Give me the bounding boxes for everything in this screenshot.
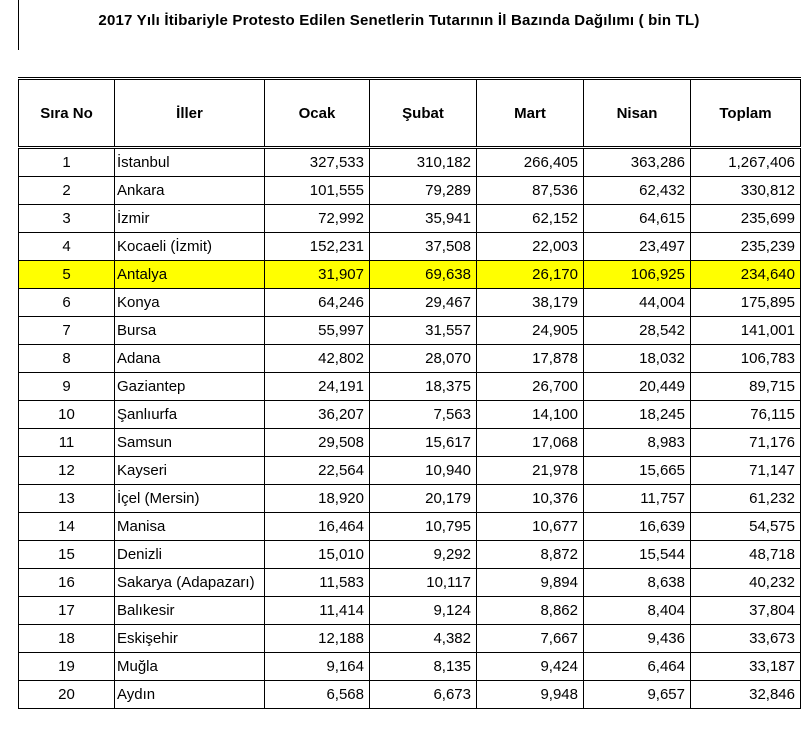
cell-toplam: 61,232	[691, 485, 801, 513]
table-row	[19, 485, 801, 513]
cell-subat: 69,638	[370, 261, 477, 289]
cell-il: Denizli	[115, 541, 265, 569]
cell-nisan: 20,449	[584, 373, 691, 401]
cell-ocak: 12,188	[265, 625, 370, 653]
cell-sira-no: 1	[19, 148, 115, 177]
table-row	[19, 289, 801, 317]
cell-mart: 24,905	[477, 317, 584, 345]
cell-subat: 20,179	[370, 485, 477, 513]
cell-sira-no: 2	[19, 177, 115, 205]
cell-toplam: 330,812	[691, 177, 801, 205]
table-row	[19, 429, 801, 457]
cell-subat: 35,941	[370, 205, 477, 233]
cell-toplam: 32,846	[691, 681, 801, 709]
cell-il: Muğla	[115, 653, 265, 681]
cell-toplam: 71,147	[691, 457, 801, 485]
cell-subat: 15,617	[370, 429, 477, 457]
cell-subat: 4,382	[370, 625, 477, 653]
cell-subat: 6,673	[370, 681, 477, 709]
table-row	[19, 317, 801, 345]
cell-sira-no: 9	[19, 373, 115, 401]
cell-sira-no: 7	[19, 317, 115, 345]
cell-nisan: 15,665	[584, 457, 691, 485]
table-body	[19, 148, 801, 709]
cell-mart: 10,677	[477, 513, 584, 541]
cell-toplam: 40,232	[691, 569, 801, 597]
cell-subat: 8,135	[370, 653, 477, 681]
header-row	[19, 79, 801, 148]
cell-il: Ankara	[115, 177, 265, 205]
cell-subat: 9,124	[370, 597, 477, 625]
cell-mart: 17,878	[477, 345, 584, 373]
cell-il: Sakarya (Adapazarı)	[115, 569, 265, 597]
cell-nisan: 16,639	[584, 513, 691, 541]
cell-sira-no: 6	[19, 289, 115, 317]
cell-il: Adana	[115, 345, 265, 373]
cell-mart: 9,424	[477, 653, 584, 681]
table-row	[19, 541, 801, 569]
cell-toplam: 71,176	[691, 429, 801, 457]
cell-subat: 18,375	[370, 373, 477, 401]
cell-nisan: 106,925	[584, 261, 691, 289]
cell-sira-no: 12	[19, 457, 115, 485]
table-row	[19, 569, 801, 597]
cell-subat: 10,940	[370, 457, 477, 485]
cell-subat: 29,467	[370, 289, 477, 317]
cell-toplam: 37,804	[691, 597, 801, 625]
cell-il: Manisa	[115, 513, 265, 541]
cell-toplam: 106,783	[691, 345, 801, 373]
cell-nisan: 11,757	[584, 485, 691, 513]
cell-ocak: 11,414	[265, 597, 370, 625]
cell-ocak: 9,164	[265, 653, 370, 681]
header-ocak: Ocak	[265, 79, 370, 148]
cell-nisan: 363,286	[584, 148, 691, 177]
cell-ocak: 36,207	[265, 401, 370, 429]
cell-subat: 9,292	[370, 541, 477, 569]
cell-mart: 266,405	[477, 148, 584, 177]
page-title: 2017 Yılı İtibariyle Protesto Edilen Senetlerin Tutarının İl Bazında Dağılımı ( bin TL)	[98, 12, 700, 29]
cell-sira-no: 20	[19, 681, 115, 709]
header-sira-no: Sıra No	[19, 79, 115, 148]
cell-il: Şanlıurfa	[115, 401, 265, 429]
header-nisan: Nisan	[584, 79, 691, 148]
cell-sira-no: 18	[19, 625, 115, 653]
header-subat: Şubat	[370, 79, 477, 148]
cell-nisan: 9,657	[584, 681, 691, 709]
cell-nisan: 8,983	[584, 429, 691, 457]
title-frame	[18, 0, 808, 50]
table-row	[19, 205, 801, 233]
cell-toplam: 175,895	[691, 289, 801, 317]
cell-toplam: 234,640	[691, 261, 801, 289]
cell-mart: 7,667	[477, 625, 584, 653]
cell-toplam: 33,187	[691, 653, 801, 681]
cell-il: İçel (Mersin)	[115, 485, 265, 513]
cell-sira-no: 8	[19, 345, 115, 373]
cell-nisan: 18,245	[584, 401, 691, 429]
cell-toplam: 235,699	[691, 205, 801, 233]
cell-sira-no: 4	[19, 233, 115, 261]
cell-il: Konya	[115, 289, 265, 317]
cell-mart: 14,100	[477, 401, 584, 429]
cell-sira-no: 10	[19, 401, 115, 429]
cell-ocak: 31,907	[265, 261, 370, 289]
cell-toplam: 54,575	[691, 513, 801, 541]
cell-mart: 17,068	[477, 429, 584, 457]
cell-nisan: 18,032	[584, 345, 691, 373]
cell-sira-no: 17	[19, 597, 115, 625]
cell-il: İzmir	[115, 205, 265, 233]
cell-ocak: 6,568	[265, 681, 370, 709]
cell-sira-no: 3	[19, 205, 115, 233]
cell-mart: 87,536	[477, 177, 584, 205]
cell-il: Balıkesir	[115, 597, 265, 625]
header-mart: Mart	[477, 79, 584, 148]
cell-sira-no: 11	[19, 429, 115, 457]
cell-sira-no: 14	[19, 513, 115, 541]
cell-il: Eskişehir	[115, 625, 265, 653]
cell-mart: 38,179	[477, 289, 584, 317]
cell-nisan: 6,464	[584, 653, 691, 681]
cell-il: Gaziantep	[115, 373, 265, 401]
table-row	[19, 653, 801, 681]
table-row	[19, 597, 801, 625]
table-row	[19, 148, 801, 177]
cell-ocak: 29,508	[265, 429, 370, 457]
cell-ocak: 152,231	[265, 233, 370, 261]
cell-il: İstanbul	[115, 148, 265, 177]
cell-sira-no: 15	[19, 541, 115, 569]
cell-mart: 26,170	[477, 261, 584, 289]
cell-toplam: 235,239	[691, 233, 801, 261]
cell-nisan: 64,615	[584, 205, 691, 233]
header-toplam: Toplam	[691, 79, 801, 148]
cell-mart: 9,948	[477, 681, 584, 709]
cell-il: Aydın	[115, 681, 265, 709]
cell-ocak: 15,010	[265, 541, 370, 569]
cell-ocak: 327,533	[265, 148, 370, 177]
table-row	[19, 681, 801, 709]
cell-ocak: 101,555	[265, 177, 370, 205]
cell-mart: 21,978	[477, 457, 584, 485]
cell-nisan: 44,004	[584, 289, 691, 317]
cell-nisan: 28,542	[584, 317, 691, 345]
cell-nisan: 62,432	[584, 177, 691, 205]
cell-mart: 10,376	[477, 485, 584, 513]
cell-mart: 22,003	[477, 233, 584, 261]
cell-toplam: 33,673	[691, 625, 801, 653]
table-row	[19, 177, 801, 205]
cell-subat: 31,557	[370, 317, 477, 345]
cell-subat: 10,117	[370, 569, 477, 597]
cell-sira-no: 13	[19, 485, 115, 513]
data-table	[18, 77, 801, 709]
cell-subat: 7,563	[370, 401, 477, 429]
cell-subat: 28,070	[370, 345, 477, 373]
cell-sira-no: 5	[19, 261, 115, 289]
cell-mart: 26,700	[477, 373, 584, 401]
cell-ocak: 42,802	[265, 345, 370, 373]
cell-subat: 310,182	[370, 148, 477, 177]
cell-sira-no: 16	[19, 569, 115, 597]
table-row	[19, 233, 801, 261]
cell-toplam: 141,001	[691, 317, 801, 345]
table-row	[19, 625, 801, 653]
cell-ocak: 72,992	[265, 205, 370, 233]
cell-ocak: 11,583	[265, 569, 370, 597]
cell-subat: 10,795	[370, 513, 477, 541]
table-row	[19, 373, 801, 401]
cell-toplam: 1,267,406	[691, 148, 801, 177]
header-iller: İller	[115, 79, 265, 148]
cell-mart: 9,894	[477, 569, 584, 597]
table-row-highlighted	[19, 261, 801, 289]
cell-nisan: 8,404	[584, 597, 691, 625]
cell-toplam: 76,115	[691, 401, 801, 429]
cell-il: Kocaeli (İzmit)	[115, 233, 265, 261]
cell-mart: 8,872	[477, 541, 584, 569]
cell-il: Samsun	[115, 429, 265, 457]
cell-nisan: 15,544	[584, 541, 691, 569]
cell-ocak: 16,464	[265, 513, 370, 541]
cell-ocak: 24,191	[265, 373, 370, 401]
cell-sira-no: 19	[19, 653, 115, 681]
table-row	[19, 345, 801, 373]
cell-ocak: 18,920	[265, 485, 370, 513]
cell-il: Antalya	[115, 261, 265, 289]
cell-mart: 62,152	[477, 205, 584, 233]
cell-il: Bursa	[115, 317, 265, 345]
cell-nisan: 8,638	[584, 569, 691, 597]
cell-ocak: 55,997	[265, 317, 370, 345]
cell-ocak: 22,564	[265, 457, 370, 485]
table-row	[19, 401, 801, 429]
cell-il: Kayseri	[115, 457, 265, 485]
cell-subat: 79,289	[370, 177, 477, 205]
table-row	[19, 457, 801, 485]
cell-nisan: 9,436	[584, 625, 691, 653]
cell-toplam: 89,715	[691, 373, 801, 401]
cell-subat: 37,508	[370, 233, 477, 261]
cell-ocak: 64,246	[265, 289, 370, 317]
cell-nisan: 23,497	[584, 233, 691, 261]
cell-mart: 8,862	[477, 597, 584, 625]
table-row	[19, 513, 801, 541]
cell-toplam: 48,718	[691, 541, 801, 569]
